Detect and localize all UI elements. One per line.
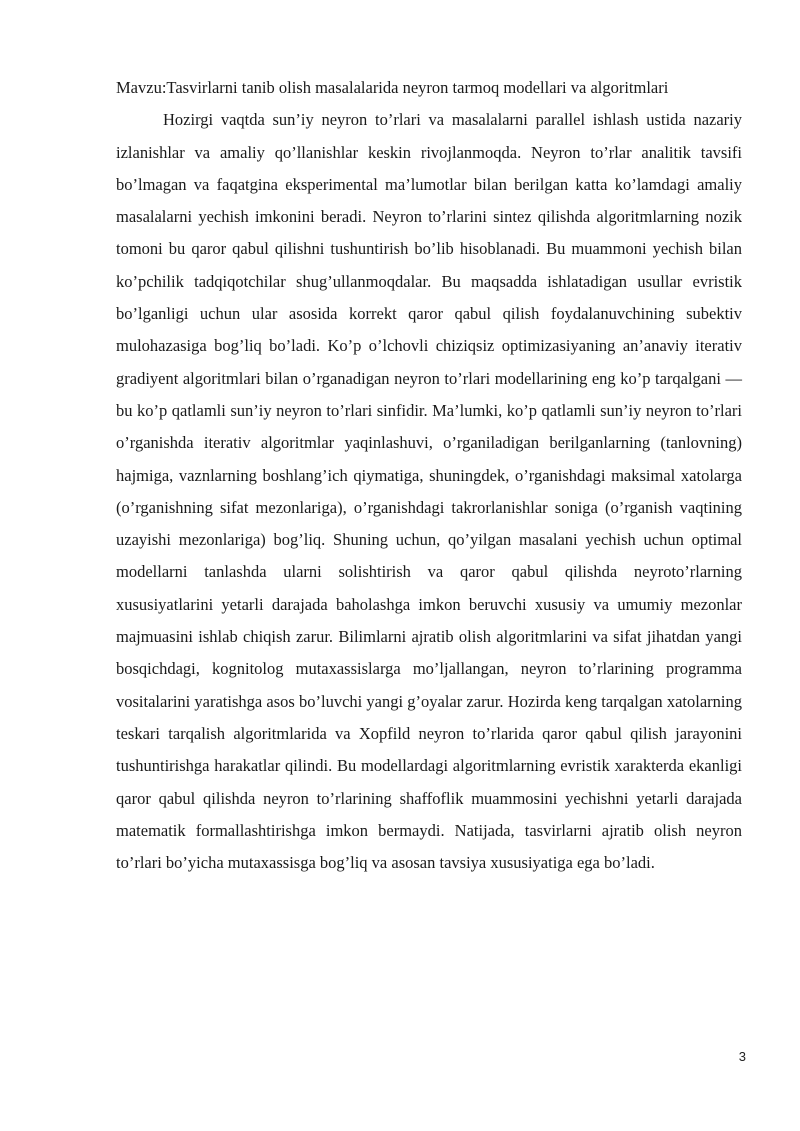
document-page — [116, 72, 742, 879]
body-paragraph: Hozirgi vaqtda sun’iy neyron to’rlari va masalalarni parallel ishlash ustida nazariy izlanishlar va amaliy qo’llanishlar keskin rivojlanmoqda. Neyron to’rlar analitik tavsifi bo’lmagan va faqatgina eksperimental ma’lumotlar bilan berilgan katta ko’lamdagi amaliy masalalarni yechish imkonini beradi. Neyron to’rlarini sintez qilishda algoritmlarning nozik tomoni bu qaror qabul qilishni tushuntirish bo’lib hisoblanadi. Bu muammoni yechish bilan ko’pchilik tadqiqotchilar shug’ullanmoqdalar. Bu maqsadda ishlatadigan usullar evristik bo’lganligi uchun ular asosida korrekt qaror qabul qilish foydalanuvchining subektiv mulohazasiga bog’liq bo’ladi. Ko’p o’lchovli chiziqsiz optimizasiyaning an’anaviy iterativ gradiyent algoritmlari bilan o’rganadigan neyron to’rlari modellarining eng ko’p tarqalgani — bu ko’p qatlamli sun’iy neyron to’rlari sinfidir. Ma’lumki, ko’p qatlamli sun’iy neyron to’rlari o’rganishda iterativ algoritmlar yaqinlashuvi, o’rganiladigan berilganlarning (tanlovning) hajmiga, vaznlarning boshlang’ich qiymatiga, shuningdek, o’rganishdagi maksimal xatolarga (o’rganishning sifat mezonlariga), o’rganishdagi takrorlanishlar soniga (o’rganish vaqtining uzayishi mezonlariga) bog’liq. Shuning uchun, qo’yilgan masalani yechish uchun optimal modellarni tanlashda ularni solishtirish va qaror qabul qilishda neyroto’rlarning xususiyatlarini yetarli darajada baholashga imkon beruvchi xususiy va umumiy mezonlar majmuasini ishlab chiqish zarur. Bilimlarni ajratib olish algoritmlarini va sifat jihatdan yangi bosqichdagi, kognitolog mutaxassislarga mo’ljallangan, neyron to’rlarining programma vositalarini yaratishga asos bo’luvchi yangi g’oyalar zarur. Hozirda keng tarqalgan xatolarning teskari tarqalish algoritmlarida va Xopfild neyron to’rlarida qaror qabul qilish jarayonini tushuntirishga harakatlar qilindi. Bu modellardagi algoritmlarning evristik xarakterda ekanligi qaror qabul qilishda neyron to’rlarining shaffoflik muammosini yechishni yetarli darajada matematik formallashtirishga imkon bermaydi. Natijada, tasvirlarni ajratib olish neyron to’rlari bo’yicha mutaxassisga bog’liq va asosan tavsiya xususiyatiga ega bo’ladi. — [116, 110, 742, 873]
topic-heading: Mavzu:Tasvirlarni tanib olish masalalarida neyron tarmoq modellari va algoritmlari — [116, 78, 669, 97]
page-number: 3 — [738, 1049, 746, 1064]
